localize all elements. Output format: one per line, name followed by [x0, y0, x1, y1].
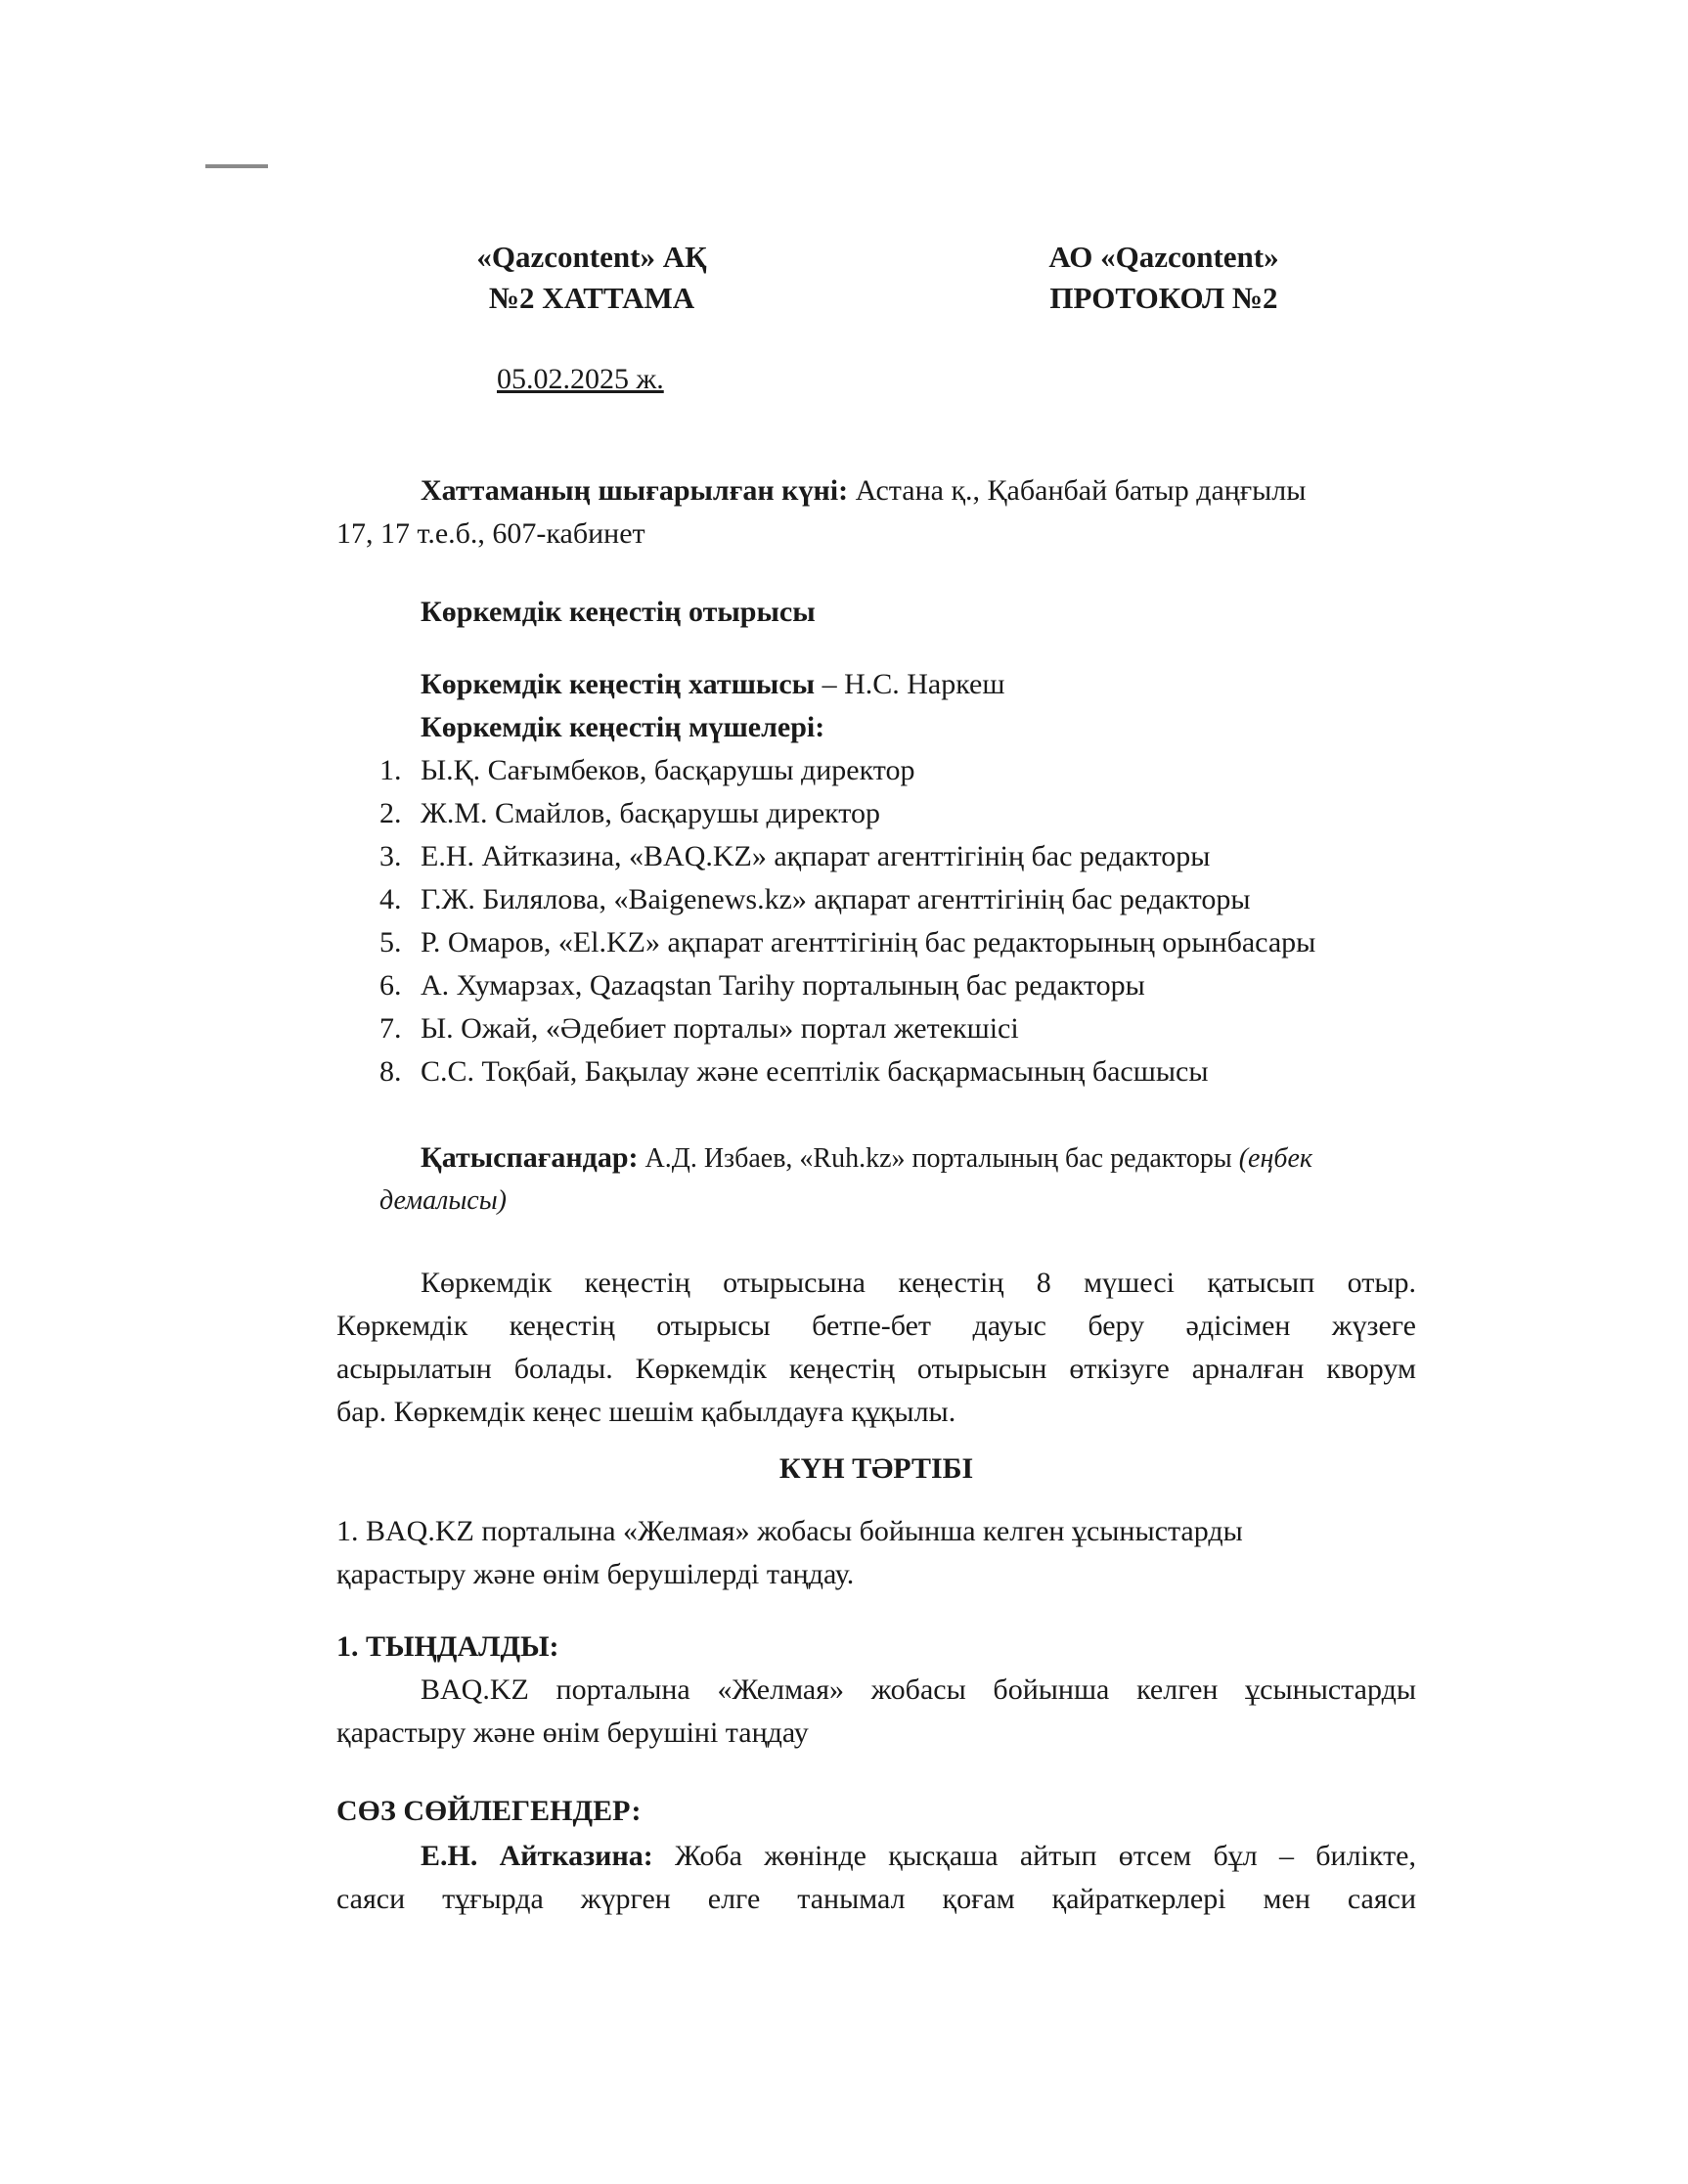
agenda-item-line-2: қарастыру және өнім берушілерді таңдау.	[336, 1558, 855, 1590]
secretary-line	[421, 663, 1004, 706]
absent-note: (еңбек	[1238, 1143, 1312, 1174]
heard-title: 1. ТЫҢДАЛДЫ:	[336, 1630, 559, 1663]
member-3: 3. Е.Н. Айтказина, «BAQ.KZ» ақпарат агенттігінің бас редакторы	[379, 840, 1211, 872]
heard-line-1: BAQ.KZ порталына «Желмая» жобасы бойынша келген ұсыныстарды	[421, 1673, 1416, 1706]
header-left-org: «Qazcontent» АҚ	[476, 240, 707, 274]
speakers-title: СӨЗ СӨЙЛЕГЕНДЕР:	[336, 1795, 642, 1827]
agenda-item-line-1: 1. BAQ.KZ порталына «Желмая» жобасы бойынша келген ұсыныстарды	[336, 1515, 1243, 1547]
member-2: 2. Ж.М. Смайлов, басқарушы директор	[379, 797, 881, 829]
secretary-name: – Н.С. Наркеш	[815, 668, 1005, 700]
header-left-title: №2 ХАТТАМА	[488, 281, 695, 315]
quorum-line-1: Көркемдік кеңестің отырысына кеңестің 8 мүшесі қатысып отыр.	[421, 1267, 1416, 1299]
member-4: 4. Г.Ж. Билялова, «Baigenews.kz» ақпарат агенттігінің бас редакторы	[379, 883, 1251, 915]
speaker-name: Е.Н. Айтказина:	[421, 1840, 653, 1872]
member-5: 5. Р. Омаров, «El.KZ» ақпарат агенттігінің бас редакторының орынбасары	[379, 926, 1316, 958]
quorum-line-2: Көркемдік кеңестің отырысы бетпе-бет дауыс беру әдісімен жүзеге	[336, 1310, 1416, 1342]
speaker-line-1	[421, 1835, 1416, 1878]
absent-label: Қатыспағандар:	[421, 1141, 639, 1174]
heard-line-2: қарастыру және өнім берушіні таңдау	[336, 1716, 809, 1749]
quorum-line-3: асырылатын болады. Көркемдік кеңестің отырысын өткізуге арналған кворум	[336, 1353, 1416, 1385]
speaker-line-2: саяси тұғырда жүрген елге танымал қоғам қайраткерлері мен саяси	[336, 1883, 1416, 1915]
secretary-label: Көркемдік кеңестің хатшысы	[421, 668, 816, 700]
place-line-2: 17, 17 т.е.б., 607-кабинет	[336, 517, 645, 550]
document-date: 05.02.2025 ж.	[497, 363, 664, 395]
member-1: 1. Ы.Қ. Сағымбеков, басқарушы директор	[379, 754, 915, 786]
session-title: Көркемдік кеңестің отырысы	[421, 596, 816, 628]
quorum-line-4: бар. Көркемдік кеңес шешім қабылдауға құқылы.	[336, 1396, 956, 1428]
scan-mark	[205, 164, 268, 168]
absent-text: А.Д. Избаев, «Ruh.kz» порталының бас редакторы	[638, 1143, 1239, 1174]
members-title: Көркемдік кеңестің мүшелері:	[421, 711, 825, 743]
member-8: 8. С.С. Тоқбай, Бақылау және есептілік басқармасының басшысы	[379, 1055, 1209, 1088]
member-6: 6. А. Хумарзах, Qazaqstan Tarihy порталының бас редакторы	[379, 969, 1145, 1002]
header-right-title: ПРОТОКОЛ №2	[1049, 281, 1278, 315]
absent-line-1	[421, 1137, 1312, 1181]
absent-line-2: демалысы)	[379, 1185, 507, 1216]
place-address: Астана қ., Қабанбай батыр даңғылы	[848, 474, 1307, 507]
header-right-org: АО «Qazcontent»	[1048, 240, 1279, 274]
place-label: Хаттаманың шығарылған күні:	[421, 474, 849, 507]
agenda-title: КҮН ТӘРТІБІ	[778, 1452, 974, 1485]
member-7: 7. Ы. Ожай, «Әдебиет порталы» портал жетекшісі	[379, 1012, 1019, 1045]
place-line-1	[421, 469, 1416, 513]
speaker-text: Жоба жөнінде қысқаша айтып өтсем бұл – билікте,	[652, 1840, 1417, 1872]
